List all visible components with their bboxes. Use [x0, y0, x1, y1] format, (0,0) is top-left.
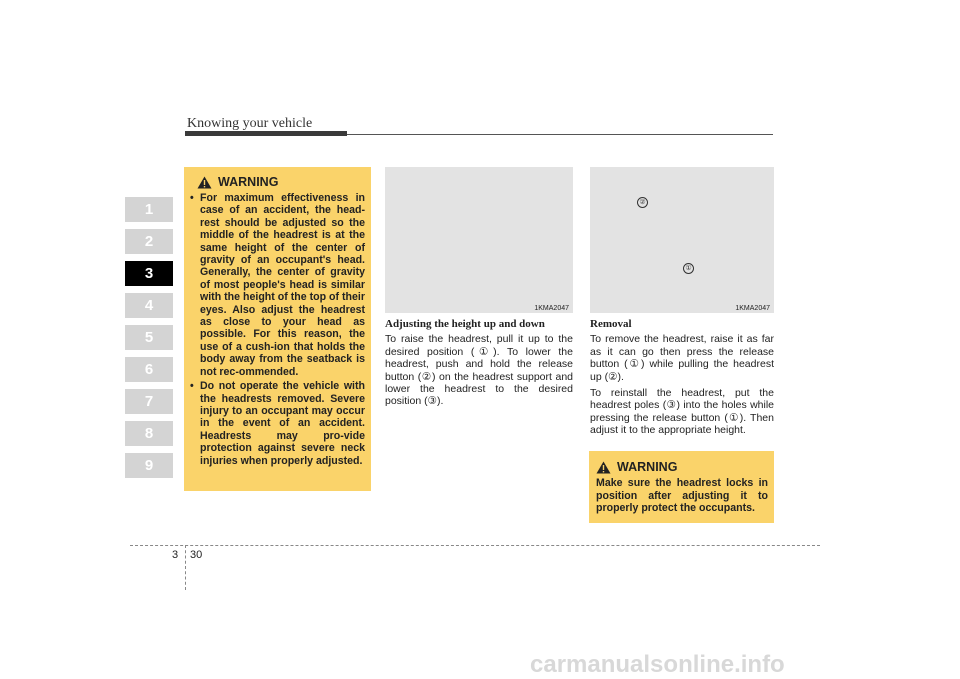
adjusting-section [385, 318, 573, 412]
warning-box-small [589, 451, 774, 523]
figure-code: 1KMA2047 [534, 305, 569, 312]
warning-title: WARNING [617, 460, 678, 474]
header-rule-thick [185, 131, 347, 136]
warning-triangle-icon [596, 461, 611, 474]
chapter-tab-8[interactable]: 8 [125, 421, 173, 446]
page-header-title: Knowing your vehicle [187, 116, 313, 131]
section-paragraph: To remove the headrest, raise it as far as it can go then press the release button (①) while pulling the headrest up (②). [590, 333, 774, 383]
section-paragraph: To raise the headrest, pull it up to the desired position (①). To lower the headrest, push and hold the release button (②) on the headrest support and lower the headrest to the desired position (③). [385, 333, 573, 408]
footer-rule [130, 545, 820, 546]
chapter-tab-1[interactable]: 1 [125, 197, 173, 222]
section-title: Removal [590, 318, 632, 330]
chapter-tab-6[interactable]: 6 [125, 357, 173, 382]
headrest-adjust-figure [385, 167, 573, 313]
warning-triangle-icon [197, 176, 212, 189]
footer-chapter-number: 3 [172, 549, 179, 561]
chapter-tab-4[interactable]: 4 [125, 293, 173, 318]
figure-code: 1KMA2047 [735, 305, 770, 312]
header-rule-thin [347, 134, 773, 135]
chapter-tab-5[interactable]: 5 [125, 325, 173, 350]
warning-header [596, 460, 774, 474]
section-paragraph: To reinstall the headrest, put the headrest poles (③) into the holes while pressing the release button (①). Then adjust it to the appropriate height. [590, 387, 774, 437]
warning-header [197, 175, 371, 189]
warning-item: • For maximum effectiveness in case of an accident, the head-rest should be adjusted so the middle of the headrest is at the same height of the center of gravity of an occupant's head. Generally, the center of gravity of most people's head is similar with the height of the top of their eyes. Also adjust the headrest as close to your head as possible. For this reason, the use of a cush-ion that holds the body away from the seatback is not rec-ommended. [190, 192, 365, 378]
chapter-tab-2[interactable]: 2 [125, 229, 173, 254]
watermark: carmanualsonline.info [530, 651, 785, 678]
chapter-tab-3[interactable]: 3 [125, 261, 173, 286]
chapter-tabs [125, 197, 173, 485]
warning-box-main [184, 167, 371, 491]
removal-section [590, 318, 774, 441]
footer-vertical-rule [185, 545, 186, 590]
warning-list [190, 192, 365, 467]
warning-item: • Do not operate the vehicle with the headrests removed. Severe injury to an occupant may occur in the event of an accident. Headrests may pro-vide protection against severe neck injuries when properly adjusted. [190, 380, 365, 467]
figure-callout-1: ① [683, 263, 694, 274]
figure-callout-2: ② [637, 197, 648, 208]
headrest-removal-figure [590, 167, 774, 313]
chapter-tab-7[interactable]: 7 [125, 389, 173, 414]
footer-page-number: 30 [190, 549, 203, 561]
chapter-tab-9[interactable]: 9 [125, 453, 173, 478]
warning-text: Make sure the headrest locks in position after adjusting it to properly protect the occupants. [596, 477, 768, 514]
section-title: Adjusting the height up and down [385, 318, 545, 330]
warning-title: WARNING [218, 175, 279, 189]
